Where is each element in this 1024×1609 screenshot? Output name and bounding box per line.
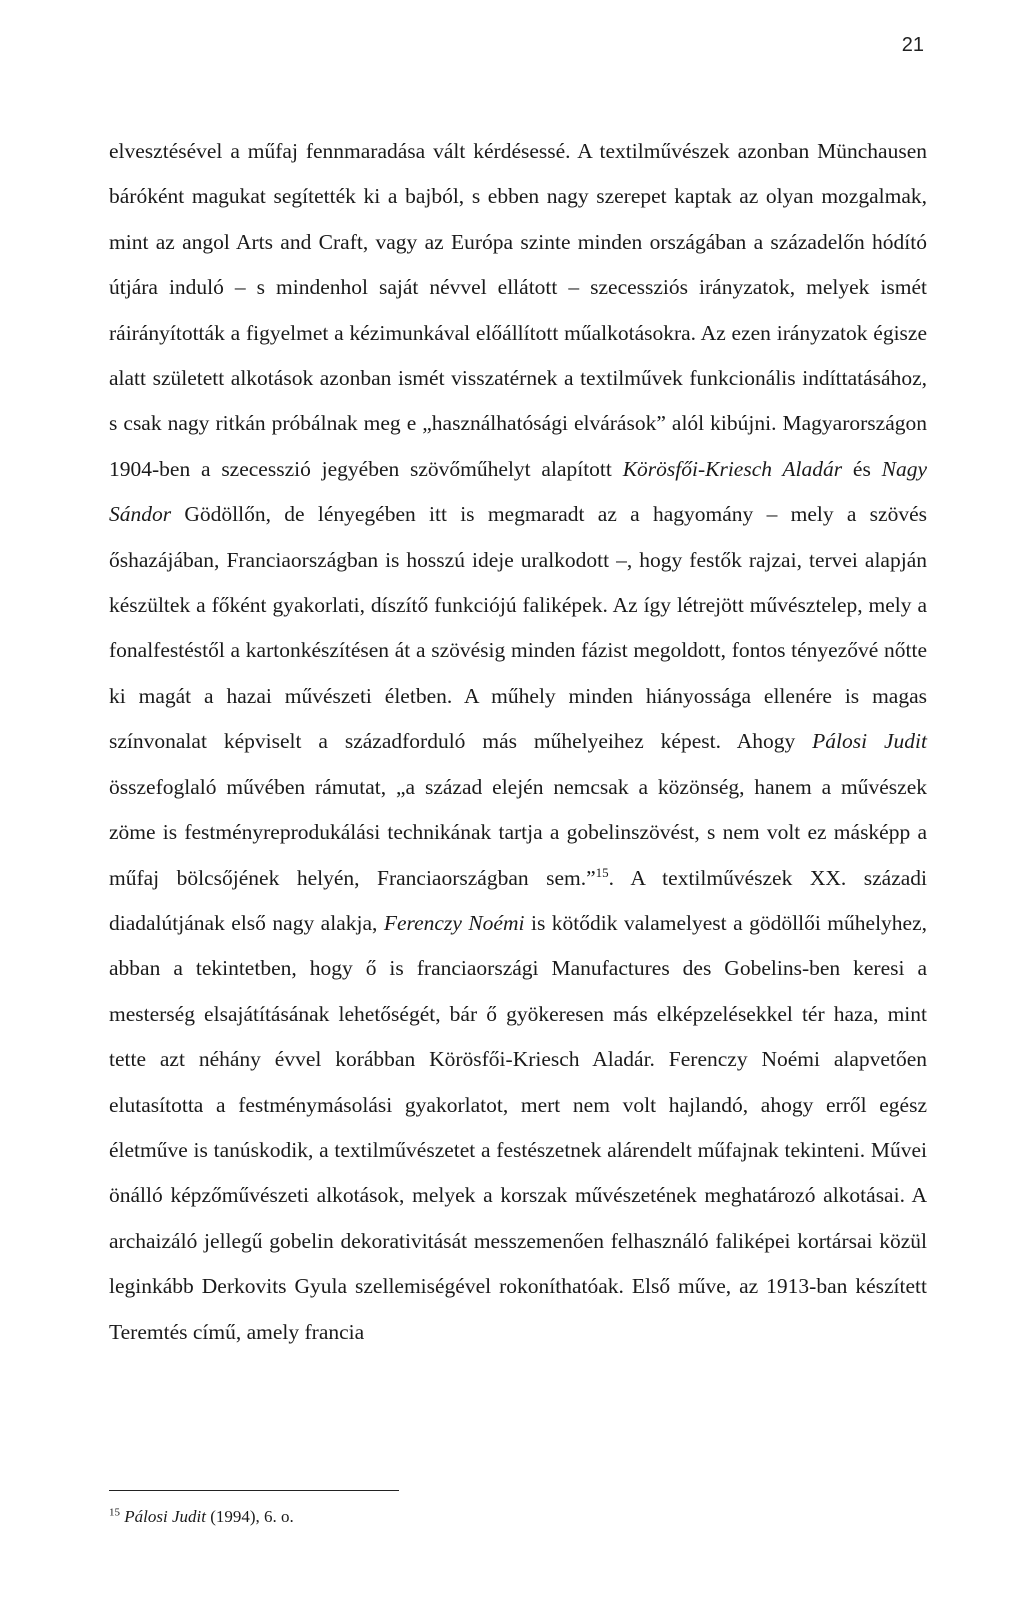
- body-paragraph: [109, 129, 927, 1355]
- page-number: 21: [901, 34, 924, 56]
- author-name-palosi: Pálosi Judit: [812, 729, 927, 754]
- body-text-segment: elvesztésével a műfaj fennmaradása vált kérdésessé. A textilművészek azonban Münchausen báróként magukat segítették ki a bajból, s ebben nagy szerepet kaptak az olyan mozgalmak, mint az angol Arts and Craft, vagy az Európa szinte minden országában a századelőn hódító útjára induló – s mindenhol saját névvel ellátott – szecessziós irányzatok, melyek ismét ráirányították a figyelmet a kézimunkával előállított műalkotásokra. Az ezen irányzatok égisze alatt született alkotások azonban ismét visszatérnek a textilművek funkcionális indíttatásához, s csak nagy ritkán próbálnak meg e „használhatósági elvárások” alól kibújni. Magyarországon 1904-ben a szecesszió jegyében szövőműhelyt alapított: [109, 139, 927, 481]
- body-text-segment: is kötődik valamelyest a gödöllői műhelyhez, abban a tekintetben, hogy ő is franciaországi Manufactures des Gobelins-ben keresi a mesterség elsajátításának lehetőségét, bár ő gyökeresen más elképzelésekkel tér haza, mint tette azt néhány évvel korábban Körösfői-Kriesch Aladár. Ferenczy Noémi alapvetően elutasította a festménymásolási gyakorlatot, mert nem volt hajlandó, ahogy erről egész életműve is tanúskodik, a textilművészetet a festészetnek alárendelt műfajnak tekinteni. Művei önálló képzőművészeti alkotások, melyek a korszak művészetének meghatározó alkotásai. A archaizáló jellegű gobelin dekorativitását messzemenően felhasználó faliképei kortársai közül leginkább Derkovits Gyula szellemiségével rokoníthatóak. Első műve, az 1913-ban készített Teremtés című, amely francia: [109, 910, 927, 1344]
- footnote-number: 15: [109, 1506, 120, 1519]
- footnote-separator: [109, 1490, 399, 1491]
- author-name-nagy: Nagy Sándor: [109, 456, 927, 527]
- author-name-korosfoi: Körösfői-Kriesch Aladár: [622, 456, 843, 481]
- footnote-citation: (1994), 6. o.: [205, 1507, 294, 1526]
- body-text-segment: és: [842, 456, 882, 481]
- footnote-author: Pálosi Judit: [124, 1507, 206, 1526]
- footnote-reference[interactable]: 15: [595, 864, 609, 880]
- author-name-ferenczy: Ferenczy Noémi: [383, 910, 525, 935]
- body-text-segment: Gödöllőn, de lényegében itt is megmaradt az a hagyomány – mely a szövés őshazájában, Franciaországban is hosszú ideje uralkodott –, hogy festők rajzai, tervei alapján készültek a főként gyakorlati, díszítő funkciójú faliképek. Az így létrejött művésztelep, mely a fonalfestéstől a kartonkészítésen át a szövésig minden fázist megoldott, fontos tényezővé nőtte ki magát a hazai művészeti életben. A műhely minden hiányossága ellenére is magas színvonalat képviselt a századforduló más műhelyeihez képest. Ahogy: [109, 502, 927, 754]
- body-text-segment: . A textilművészek XX. századi diadalútjának első nagy alakja,: [109, 865, 928, 935]
- footnote: [109, 1506, 927, 1528]
- body-text-segment: összefoglaló művében rámutat, „a század elején nemcsak a közönség, hanem a művészek zöme is festményreprodukálási technikának tartja a gobelinszövést, s nem volt ez másképp a műfaj bölcsőjének helyén, Franciaországban sem.”: [109, 774, 927, 890]
